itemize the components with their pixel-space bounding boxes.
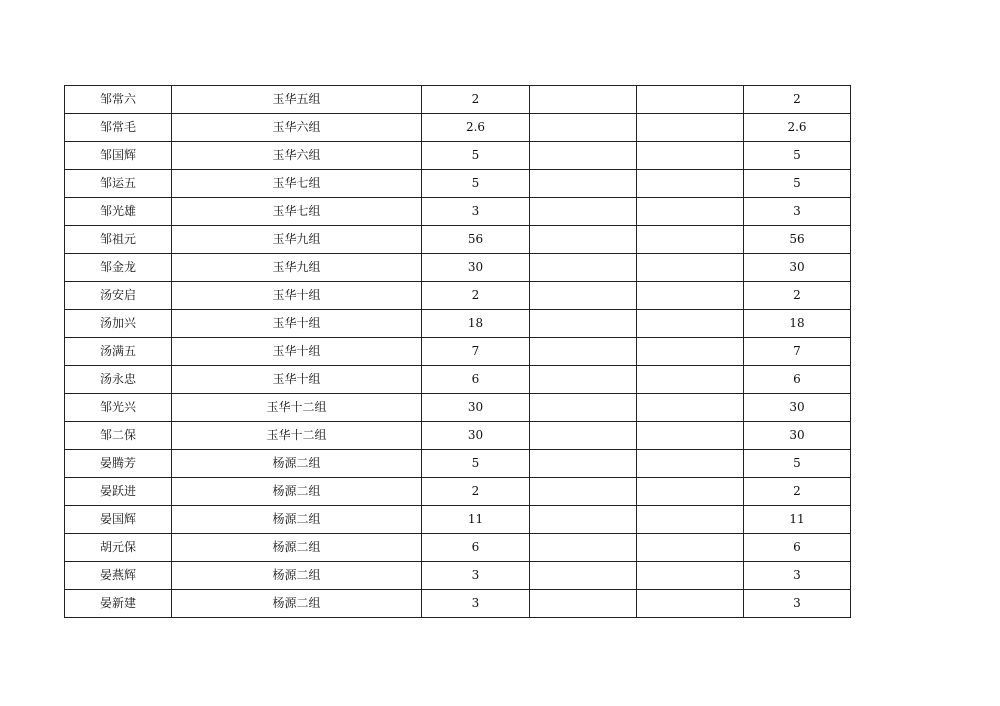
table-row — [65, 198, 851, 226]
group-cell: 玉华九组 — [172, 226, 422, 254]
blank-cell-5 — [637, 366, 744, 394]
amount-cell: 2 — [422, 282, 530, 310]
group-cell: 玉华十组 — [172, 282, 422, 310]
blank-cell-4 — [530, 562, 637, 590]
name-cell: 邹光雄 — [65, 198, 172, 226]
table-body — [65, 86, 851, 618]
blank-cell-4 — [530, 394, 637, 422]
group-cell: 玉华七组 — [172, 170, 422, 198]
amount-cell: 3 — [422, 198, 530, 226]
blank-cell-4 — [530, 142, 637, 170]
group-cell: 杨源二组 — [172, 534, 422, 562]
amount-cell: 3 — [422, 562, 530, 590]
table-row — [65, 310, 851, 338]
blank-cell-4 — [530, 422, 637, 450]
table-row — [65, 422, 851, 450]
group-cell: 杨源二组 — [172, 562, 422, 590]
group-cell: 玉华十二组 — [172, 394, 422, 422]
blank-cell-4 — [530, 226, 637, 254]
blank-cell-5 — [637, 170, 744, 198]
blank-cell-4 — [530, 506, 637, 534]
amount-cell: 2.6 — [422, 114, 530, 142]
blank-cell-5 — [637, 282, 744, 310]
blank-cell-5 — [637, 198, 744, 226]
total-cell: 30 — [744, 254, 851, 282]
amount-cell: 5 — [422, 142, 530, 170]
blank-cell-5 — [637, 142, 744, 170]
blank-cell-5 — [637, 534, 744, 562]
total-cell: 5 — [744, 170, 851, 198]
name-cell: 晏燕辉 — [65, 562, 172, 590]
table-row — [65, 338, 851, 366]
blank-cell-4 — [530, 114, 637, 142]
group-cell: 玉华九组 — [172, 254, 422, 282]
table-row — [65, 226, 851, 254]
blank-cell-5 — [637, 114, 744, 142]
name-cell: 胡元保 — [65, 534, 172, 562]
blank-cell-5 — [637, 226, 744, 254]
table-row — [65, 478, 851, 506]
blank-cell-4 — [530, 282, 637, 310]
total-cell: 2 — [744, 282, 851, 310]
table-row — [65, 114, 851, 142]
total-cell: 30 — [744, 394, 851, 422]
blank-cell-5 — [637, 254, 744, 282]
total-cell: 3 — [744, 198, 851, 226]
amount-cell: 30 — [422, 394, 530, 422]
table-row — [65, 450, 851, 478]
name-cell: 晏新建 — [65, 590, 172, 618]
blank-cell-4 — [530, 254, 637, 282]
name-cell: 汤安启 — [65, 282, 172, 310]
blank-cell-4 — [530, 198, 637, 226]
amount-cell: 2 — [422, 86, 530, 114]
total-cell: 11 — [744, 506, 851, 534]
table-row — [65, 142, 851, 170]
table-row — [65, 394, 851, 422]
blank-cell-4 — [530, 590, 637, 618]
amount-cell: 2 — [422, 478, 530, 506]
blank-cell-4 — [530, 170, 637, 198]
amount-cell: 7 — [422, 338, 530, 366]
name-cell: 汤满五 — [65, 338, 172, 366]
table-row — [65, 254, 851, 282]
group-cell: 玉华十二组 — [172, 422, 422, 450]
name-cell: 晏腾芳 — [65, 450, 172, 478]
total-cell: 2 — [744, 86, 851, 114]
amount-cell: 18 — [422, 310, 530, 338]
data-table — [64, 85, 851, 618]
total-cell: 18 — [744, 310, 851, 338]
table-row — [65, 86, 851, 114]
name-cell: 汤永忠 — [65, 366, 172, 394]
group-cell: 玉华七组 — [172, 198, 422, 226]
group-cell: 玉华六组 — [172, 142, 422, 170]
blank-cell-5 — [637, 310, 744, 338]
total-cell: 7 — [744, 338, 851, 366]
total-cell: 6 — [744, 534, 851, 562]
name-cell: 邹运五 — [65, 170, 172, 198]
total-cell: 6 — [744, 366, 851, 394]
amount-cell: 11 — [422, 506, 530, 534]
blank-cell-4 — [530, 478, 637, 506]
blank-cell-4 — [530, 338, 637, 366]
total-cell: 3 — [744, 562, 851, 590]
total-cell: 5 — [744, 142, 851, 170]
group-cell: 杨源二组 — [172, 590, 422, 618]
name-cell: 邹二保 — [65, 422, 172, 450]
amount-cell: 5 — [422, 450, 530, 478]
blank-cell-4 — [530, 450, 637, 478]
blank-cell-4 — [530, 86, 637, 114]
total-cell: 30 — [744, 422, 851, 450]
amount-cell: 5 — [422, 170, 530, 198]
blank-cell-5 — [637, 562, 744, 590]
blank-cell-4 — [530, 310, 637, 338]
group-cell: 玉华十组 — [172, 310, 422, 338]
blank-cell-5 — [637, 86, 744, 114]
name-cell: 汤加兴 — [65, 310, 172, 338]
group-cell: 玉华五组 — [172, 86, 422, 114]
blank-cell-4 — [530, 534, 637, 562]
blank-cell-5 — [637, 450, 744, 478]
total-cell: 3 — [744, 590, 851, 618]
name-cell: 邹金龙 — [65, 254, 172, 282]
blank-cell-5 — [637, 338, 744, 366]
blank-cell-4 — [530, 366, 637, 394]
group-cell: 玉华十组 — [172, 338, 422, 366]
amount-cell: 3 — [422, 590, 530, 618]
group-cell: 杨源二组 — [172, 478, 422, 506]
group-cell: 玉华六组 — [172, 114, 422, 142]
name-cell: 邹祖元 — [65, 226, 172, 254]
name-cell: 邹常毛 — [65, 114, 172, 142]
total-cell: 2.6 — [744, 114, 851, 142]
group-cell: 杨源二组 — [172, 506, 422, 534]
name-cell: 晏国辉 — [65, 506, 172, 534]
blank-cell-5 — [637, 590, 744, 618]
table-row — [65, 506, 851, 534]
amount-cell: 30 — [422, 254, 530, 282]
name-cell: 邹国辉 — [65, 142, 172, 170]
amount-cell: 56 — [422, 226, 530, 254]
blank-cell-5 — [637, 478, 744, 506]
table-row — [65, 562, 851, 590]
table-row — [65, 590, 851, 618]
table-row — [65, 366, 851, 394]
name-cell: 晏跃进 — [65, 478, 172, 506]
table-row — [65, 534, 851, 562]
total-cell: 56 — [744, 226, 851, 254]
group-cell: 玉华十组 — [172, 366, 422, 394]
amount-cell: 6 — [422, 534, 530, 562]
name-cell: 邹光兴 — [65, 394, 172, 422]
total-cell: 5 — [744, 450, 851, 478]
group-cell: 杨源二组 — [172, 450, 422, 478]
amount-cell: 30 — [422, 422, 530, 450]
table-row — [65, 282, 851, 310]
name-cell: 邹常六 — [65, 86, 172, 114]
table-row — [65, 170, 851, 198]
total-cell: 2 — [744, 478, 851, 506]
blank-cell-5 — [637, 422, 744, 450]
blank-cell-5 — [637, 506, 744, 534]
amount-cell: 6 — [422, 366, 530, 394]
blank-cell-5 — [637, 394, 744, 422]
